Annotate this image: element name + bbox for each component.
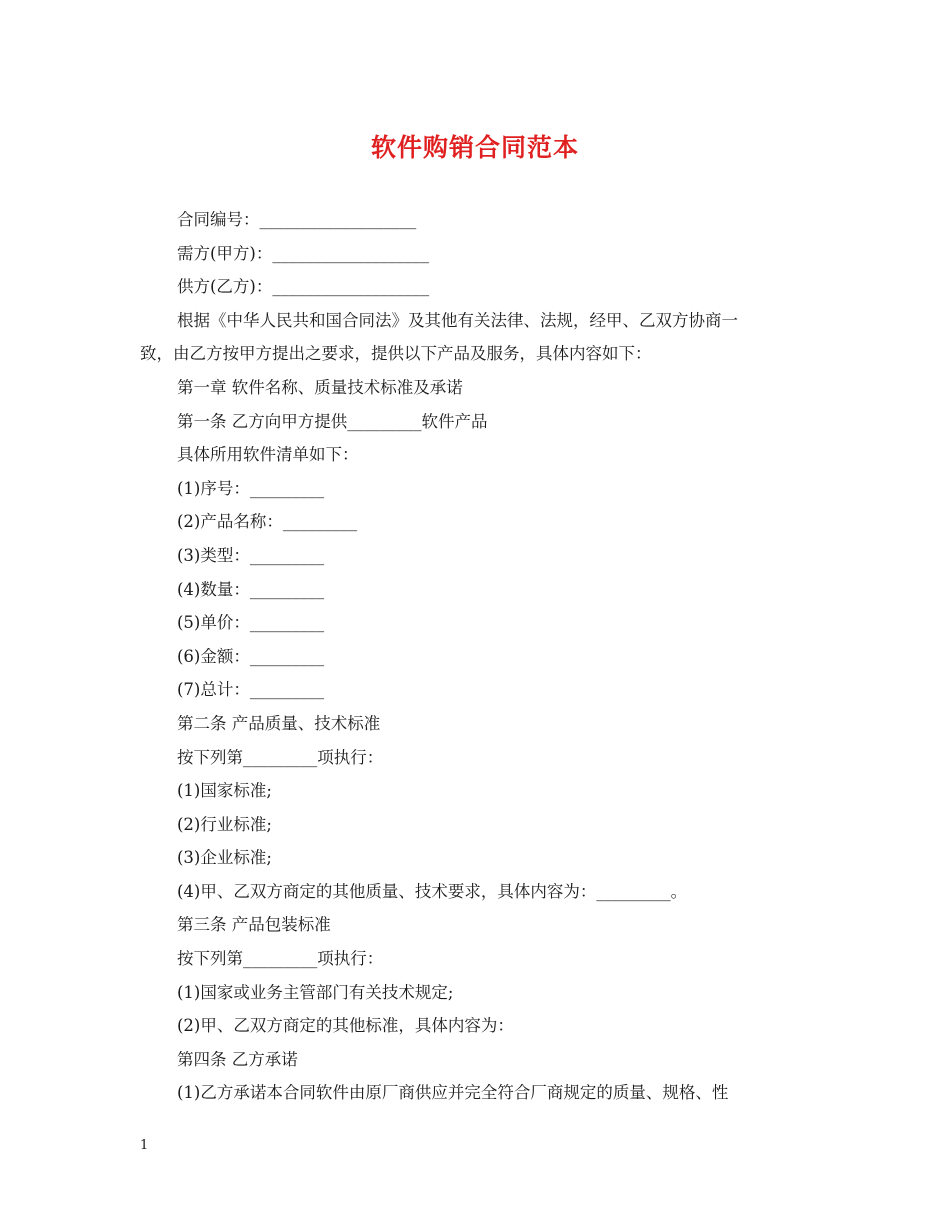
list-item: (4)甲、乙双方商定的其他质量、技术要求，具体内容为：_________。	[177, 881, 688, 901]
list-item: (1)序号：_________	[177, 478, 325, 498]
list-item: (7)总计：_________	[177, 680, 325, 700]
article-heading: 第二条 产品质量、技术标准	[177, 713, 381, 733]
preamble-line: 根据《中华人民共和国合同法》及其他有关法律、法规，经甲、乙双方协商一	[177, 310, 738, 330]
list-item: (3)企业标准;	[177, 848, 272, 868]
paragraph: 按下列第_________项执行：	[177, 949, 384, 969]
article-heading: 第一条 乙方向甲方提供_________软件产品	[177, 411, 488, 431]
article-heading: 第三条 产品包装标准	[177, 915, 331, 935]
contract-number-line: 合同编号：___________________	[177, 210, 417, 229]
chapter-heading: 第一章 软件名称、质量技术标准及承诺	[177, 377, 463, 397]
document-body	[140, 203, 820, 1110]
list-item: (1)乙方承诺本合同软件由原厂商供应并完全符合厂商规定的质量、规格、性	[177, 1083, 729, 1103]
page-number: 1	[140, 1138, 149, 1153]
list-item: (5)单价：_________	[177, 613, 325, 633]
list-item: (1)国家标准;	[177, 781, 272, 801]
paragraph: 具体所用软件清单如下：	[177, 445, 359, 465]
list-item: (1)国家或业务主管部门有关技术规定;	[177, 982, 454, 1002]
list-item: (2)甲、乙双方商定的其他标准，具体内容为：	[177, 1016, 514, 1036]
list-item: (4)数量：_________	[177, 579, 325, 599]
list-item: (2)行业标准;	[177, 814, 272, 834]
supplier-line: 供方(乙方)：___________________	[177, 277, 430, 297]
list-item: (6)金额：_________	[177, 646, 325, 666]
document-title: 软件购销合同范本	[370, 133, 579, 162]
list-item: (2)产品名称：_________	[177, 512, 358, 532]
paragraph: 按下列第_________项执行：	[177, 747, 384, 767]
list-item: (3)类型：_________	[177, 545, 325, 565]
preamble-continuation: 致，由乙方按甲方提出之要求，提供以下产品及服务，具体内容如下：	[140, 344, 652, 364]
buyer-line: 需方(甲方)：___________________	[177, 243, 430, 263]
article-heading: 第四条 乙方承诺	[177, 1049, 298, 1069]
